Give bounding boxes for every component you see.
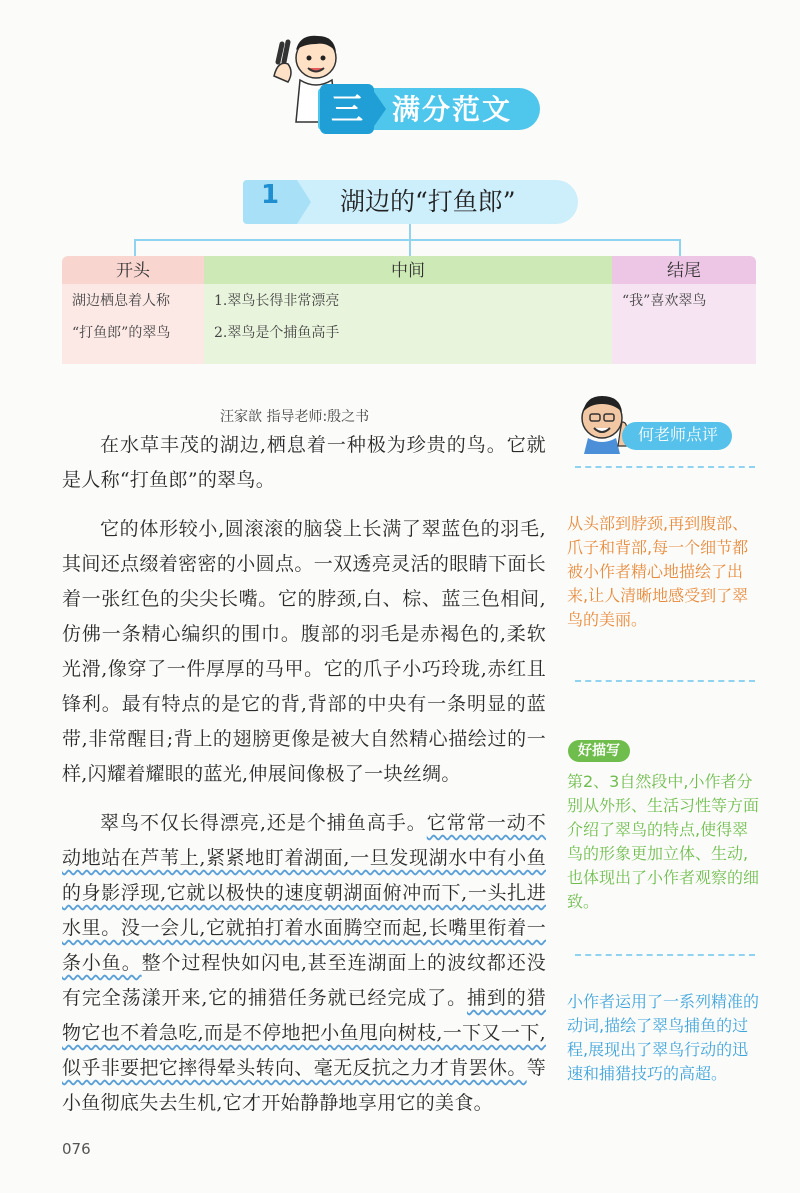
essay-title-chevron [297, 180, 311, 224]
opening-body [62, 284, 204, 364]
section-number: 三 [320, 84, 374, 134]
essay-number: 1 [243, 180, 297, 224]
middle-body [204, 284, 612, 364]
paragraph-3-middle: 整个过程快如闪电,甚至连湖面上的波纹都还没有完全荡漾开来,它的捕猎任务就已经完成了。 [62, 952, 546, 1009]
teacher-comment-tag: 何老师点评 [622, 422, 732, 450]
middle-header: 中间 [204, 256, 612, 284]
comment-2: 第2、3自然段中,小作者分别从外形、生活习性等方面介绍了翠鸟的特点,使得翠鸟的形象更加立体、生动,也体现出了小作者观察的细致。 [567, 772, 760, 911]
essay-body [62, 428, 546, 1121]
paragraph-3-end: 等小鱼彻底失去生机,它才开始静静地享用它的美食。 [62, 1057, 546, 1114]
middle-line-2: 2.翠鸟是个捕鱼高手 [214, 325, 340, 341]
good-description-tag: 好描写 [568, 740, 630, 762]
essay-title: 湖边的“打鱼郎” [340, 187, 516, 216]
comment-separator [575, 954, 755, 956]
page-number: 076 [62, 1140, 91, 1158]
comment-separator [575, 680, 755, 682]
comment-separator [575, 466, 755, 468]
paragraph-3-underlined-1: 它常常一动不动地站在芦苇上,紧紧地盯着湖面,一旦发现湖水中有小鱼的身影浮现,它就以极快的速度朝湖面俯冲而下,一头扎进水里。没一会儿,它就拍打着水面腾空而起,长嘴里衔着一条小鱼。 [62, 812, 547, 974]
middle-line-1: 1.翠鸟长得非常漂亮 [214, 293, 340, 309]
comment-3: 小作者运用了一系列精准的动词,描绘了翠鸟捕鱼的过程,展现出了翠鸟行动的迅速和捕猎技巧的高超。 [567, 992, 760, 1083]
paragraph-2: 它的体形较小,圆滚滚的脑袋上长满了翠蓝色的羽毛,其间还点缀着密密的小圆点。一双透亮灵活的眼睛下面长着一张红色的尖尖长嘴。它的脖颈,白、棕、蓝三色相间,仿佛一条精心编织的围巾。腹部的羽毛是赤褐色的,柔软光滑,像穿了一件厚厚的马甲。它的爪子小巧玲珑,赤红且锋利。最有特点的是它的背,背部的中央有一条明显的蓝带,非常醒目;背上的翅膀更像是被大自然精心描绘过的一样,闪耀着耀眼的蓝光,伸展间像极了一块丝绸。 [62, 518, 546, 785]
opening-line-2: “打鱼郎”的翠鸟 [72, 325, 171, 341]
paragraph-3-intro: 翠鸟不仅长得漂亮,还是个捕鱼高手。 [100, 812, 427, 834]
opening-line-1: 湖边栖息着人称 [72, 293, 170, 309]
paragraph-1: 在水草丰茂的湖边,栖息着一种极为珍贵的鸟。它就是人称“打鱼郎”的翠鸟。 [62, 434, 546, 491]
author-line: 汪家歆 指导老师:殷之书 [220, 409, 370, 425]
structure-connector [0, 224, 800, 258]
paragraph-3-underlined-2: 捕到的猎物它也不着急吃,而是不停地把小鱼甩向树枝,一下又一下,似乎非要把它摔得晕头转向、毫无反抗之力才肯罢休。 [62, 987, 547, 1079]
section-chevron [370, 86, 386, 132]
comment-1: 从头部到脖颈,再到腹部、爪子和背部,每一个细节都被小作者精心地描绘了出来,让人清晰地感受到了翠鸟的美丽。 [567, 514, 749, 629]
ending-body [612, 284, 756, 364]
paragraph-3 [62, 806, 546, 1121]
ending-header: 结尾 [612, 256, 756, 284]
section-title: 满分范文 [392, 93, 513, 126]
opening-header: 开头 [62, 256, 204, 284]
ending-line-1: “我”喜欢翠鸟 [622, 293, 707, 309]
